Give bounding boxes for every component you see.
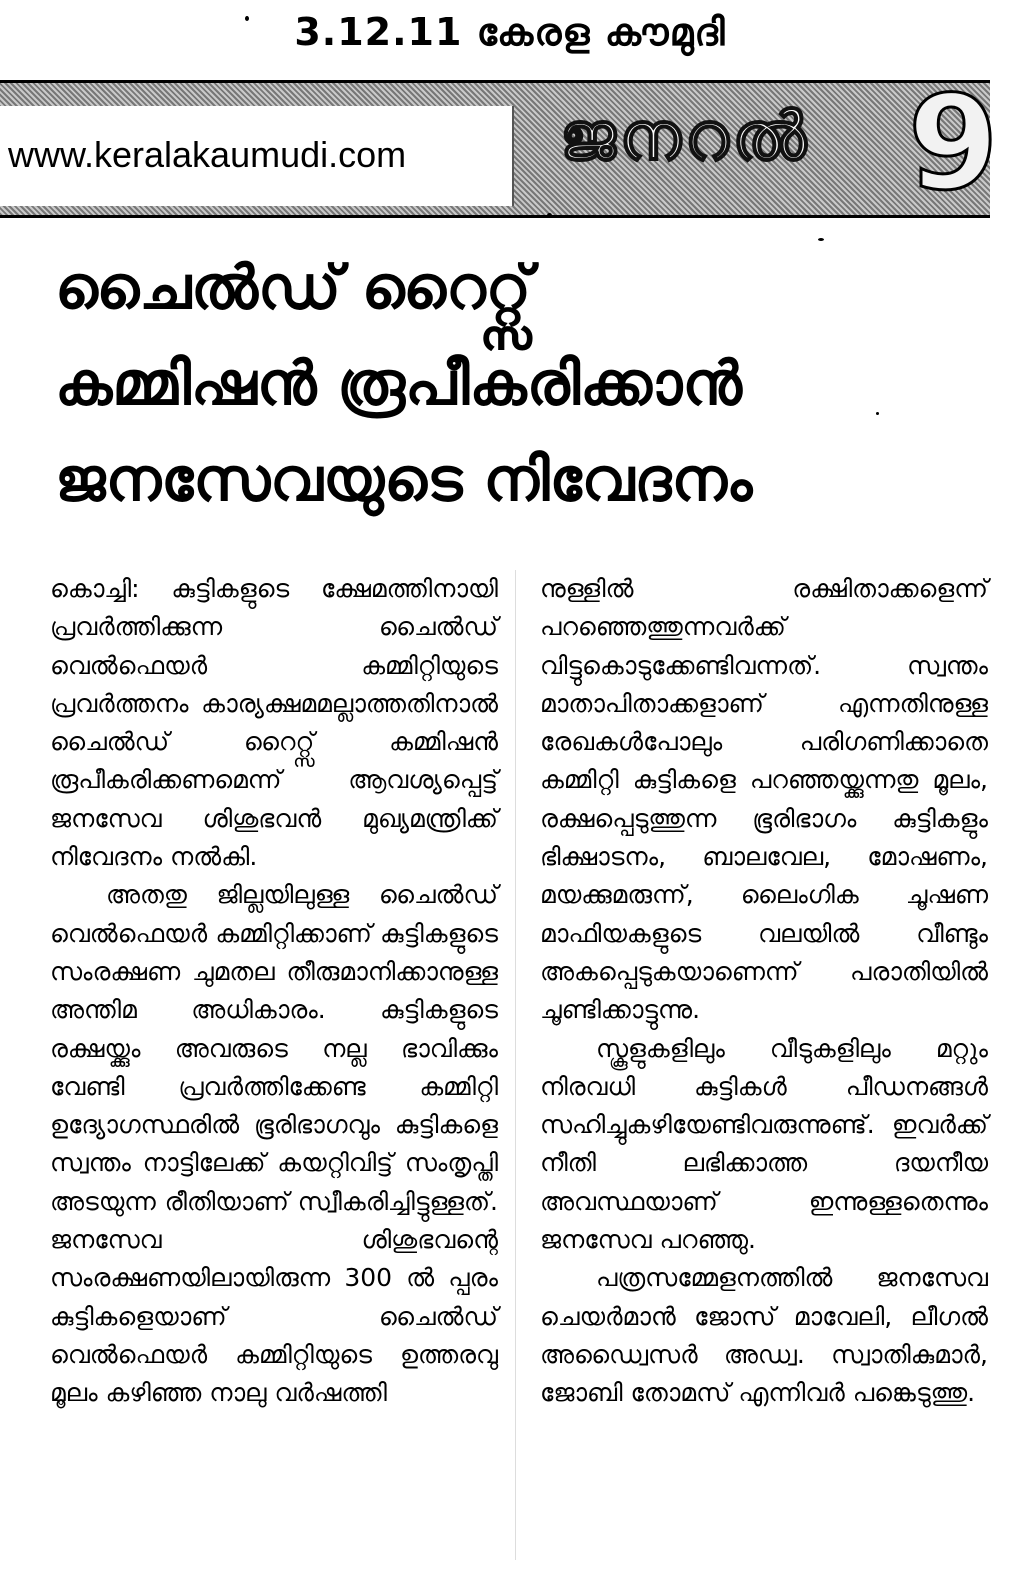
section-title: ജനറൽ bbox=[560, 98, 810, 175]
paragraph: നുള്ളിൽ രക്ഷിതാക്കളെന്ന് പറഞ്ഞെത്തുന്നവർക്ക് വിട്ടുകൊടുക്കേണ്ടിവന്നത്. സ്വന്തം മാതാപിതാക്കളാണ് എന്നതിനുള്ള രേഖകൾപോലും പരിഗണിക്കാതെ കമ്മിറ്റി കുട്ടികളെ പറഞ്ഞയ്ക്കുന്നതു മൂലം, രക്ഷപ്പെടുത്തുന്ന ഭൂരിഭാഗം കുട്ടികളും ഭിക്ഷാടനം, ബാലവേല, മോഷണം, മയക്കുമരുന്ന്, ലൈംഗിക ചൂഷണ മാഫിയകളുടെ വലയിൽ വീണ്ടും അകപ്പെടുകയാണെന്ന് പരാതിയിൽ ചൂണ്ടിക്കാട്ടുന്നു. bbox=[540, 574, 988, 1025]
headline-line: കമ്മിഷൻ രൂപീകരിക്കാൻ bbox=[55, 349, 742, 419]
column-divider bbox=[515, 570, 516, 1560]
print-speck bbox=[876, 412, 879, 415]
paragraph: പത്രസമ്മേളനത്തിൽ ജനസേവ ചെയർമാൻ ജോസ് മാവേലി, ലീഗൽ അഡ്വൈസർ അഡ്വ. സ്വാതികുമാർ, ജോബി തോമസ് എന്നിവർ പങ്കെടുത്തു. bbox=[540, 1263, 988, 1408]
paragraph: കൊച്ചി: കുട്ടികളുടെ ക്ഷേമത്തിനായി പ്രവർത്തിക്കുന്ന ചൈൽഡ് വെൽഫെയർ കമ്മിറ്റിയുടെ പ്രവർത്തനം കാര്യക്ഷമമല്ലാത്തതിനാൽ ചൈൽഡ് റൈറ്റ്സ് കമ്മിഷൻ രൂപീകരിക്കണമെന്ന് ആവശ്യപ്പെട്ട് ജനസേവ ശിശുഭവൻ മുഖ്യമന്ത്രിക്ക് നിവേദനം നൽകി. bbox=[50, 574, 498, 872]
paragraph: സ്കൂളുകളിലും വീടുകളിലും മറ്റും നിരവധി കുട്ടികൾ പീഡനങ്ങൾ സഹിച്ചുകഴിയേണ്ടിവരുന്നുണ്ട്. ഇവർക്ക് നീതി ലഭിക്കാത്ത ദയനീയ അവസ്ഥയാണ് ഇന്നുള്ളതെന്നും ജനസേവ പറഞ്ഞു. bbox=[540, 1033, 988, 1255]
headline-line: ചൈൽഡ് റൈറ്റ്സ് bbox=[55, 253, 532, 323]
print-speck bbox=[245, 16, 249, 21]
print-speck bbox=[547, 213, 552, 218]
url-box bbox=[0, 106, 514, 206]
dateline: 3.12.11 കേരള കൗമുദി bbox=[294, 10, 726, 54]
article-column-left bbox=[50, 570, 498, 1413]
print-speck bbox=[818, 238, 824, 241]
website-url: www.keralakaumudi.com bbox=[8, 134, 407, 175]
article-headline bbox=[55, 240, 995, 528]
headline-line: ജനസേവയുടെ നിവേദനം bbox=[55, 445, 753, 515]
page-number: 9 bbox=[908, 67, 999, 219]
article-column-right bbox=[540, 570, 988, 1413]
paragraph: അതതു ജില്ലയിലുള്ള ചൈൽഡ് വെൽഫെയർ കമ്മിറ്റിക്കാണ് കുട്ടികളുടെ സംരക്ഷണ ചുമതല തീരുമാനിക്കാനുള്ള അന്തിമ അധികാരം. കുട്ടികളുടെ രക്ഷയ്ക്കും അവരുടെ നല്ല ഭാവിക്കും വേണ്ടി പ്രവർത്തിക്കേണ്ട കമ്മിറ്റി ഉദ്യോഗസ്ഥരിൽ ഭൂരിഭാഗവും കുട്ടികളെ സ്വന്തം നാട്ടിലേക്ക് കയറ്റിവിട്ട് സംതൃപ്തി അടയുന്ന രീതിയാണ് സ്വീകരിച്ചിട്ടുള്ളത്. ജനസേവ ശിശുഭവന്റെ സംരക്ഷണയിലായിരുന്ന 300 ൽ പ്പരം കുട്ടികളെയാണ് ചൈൽഡ് വെൽഫെയർ കമ്മിറ്റിയുടെ ഉത്തരവു മൂലം കഴിഞ്ഞ നാലു വർഷത്തി bbox=[50, 880, 498, 1408]
